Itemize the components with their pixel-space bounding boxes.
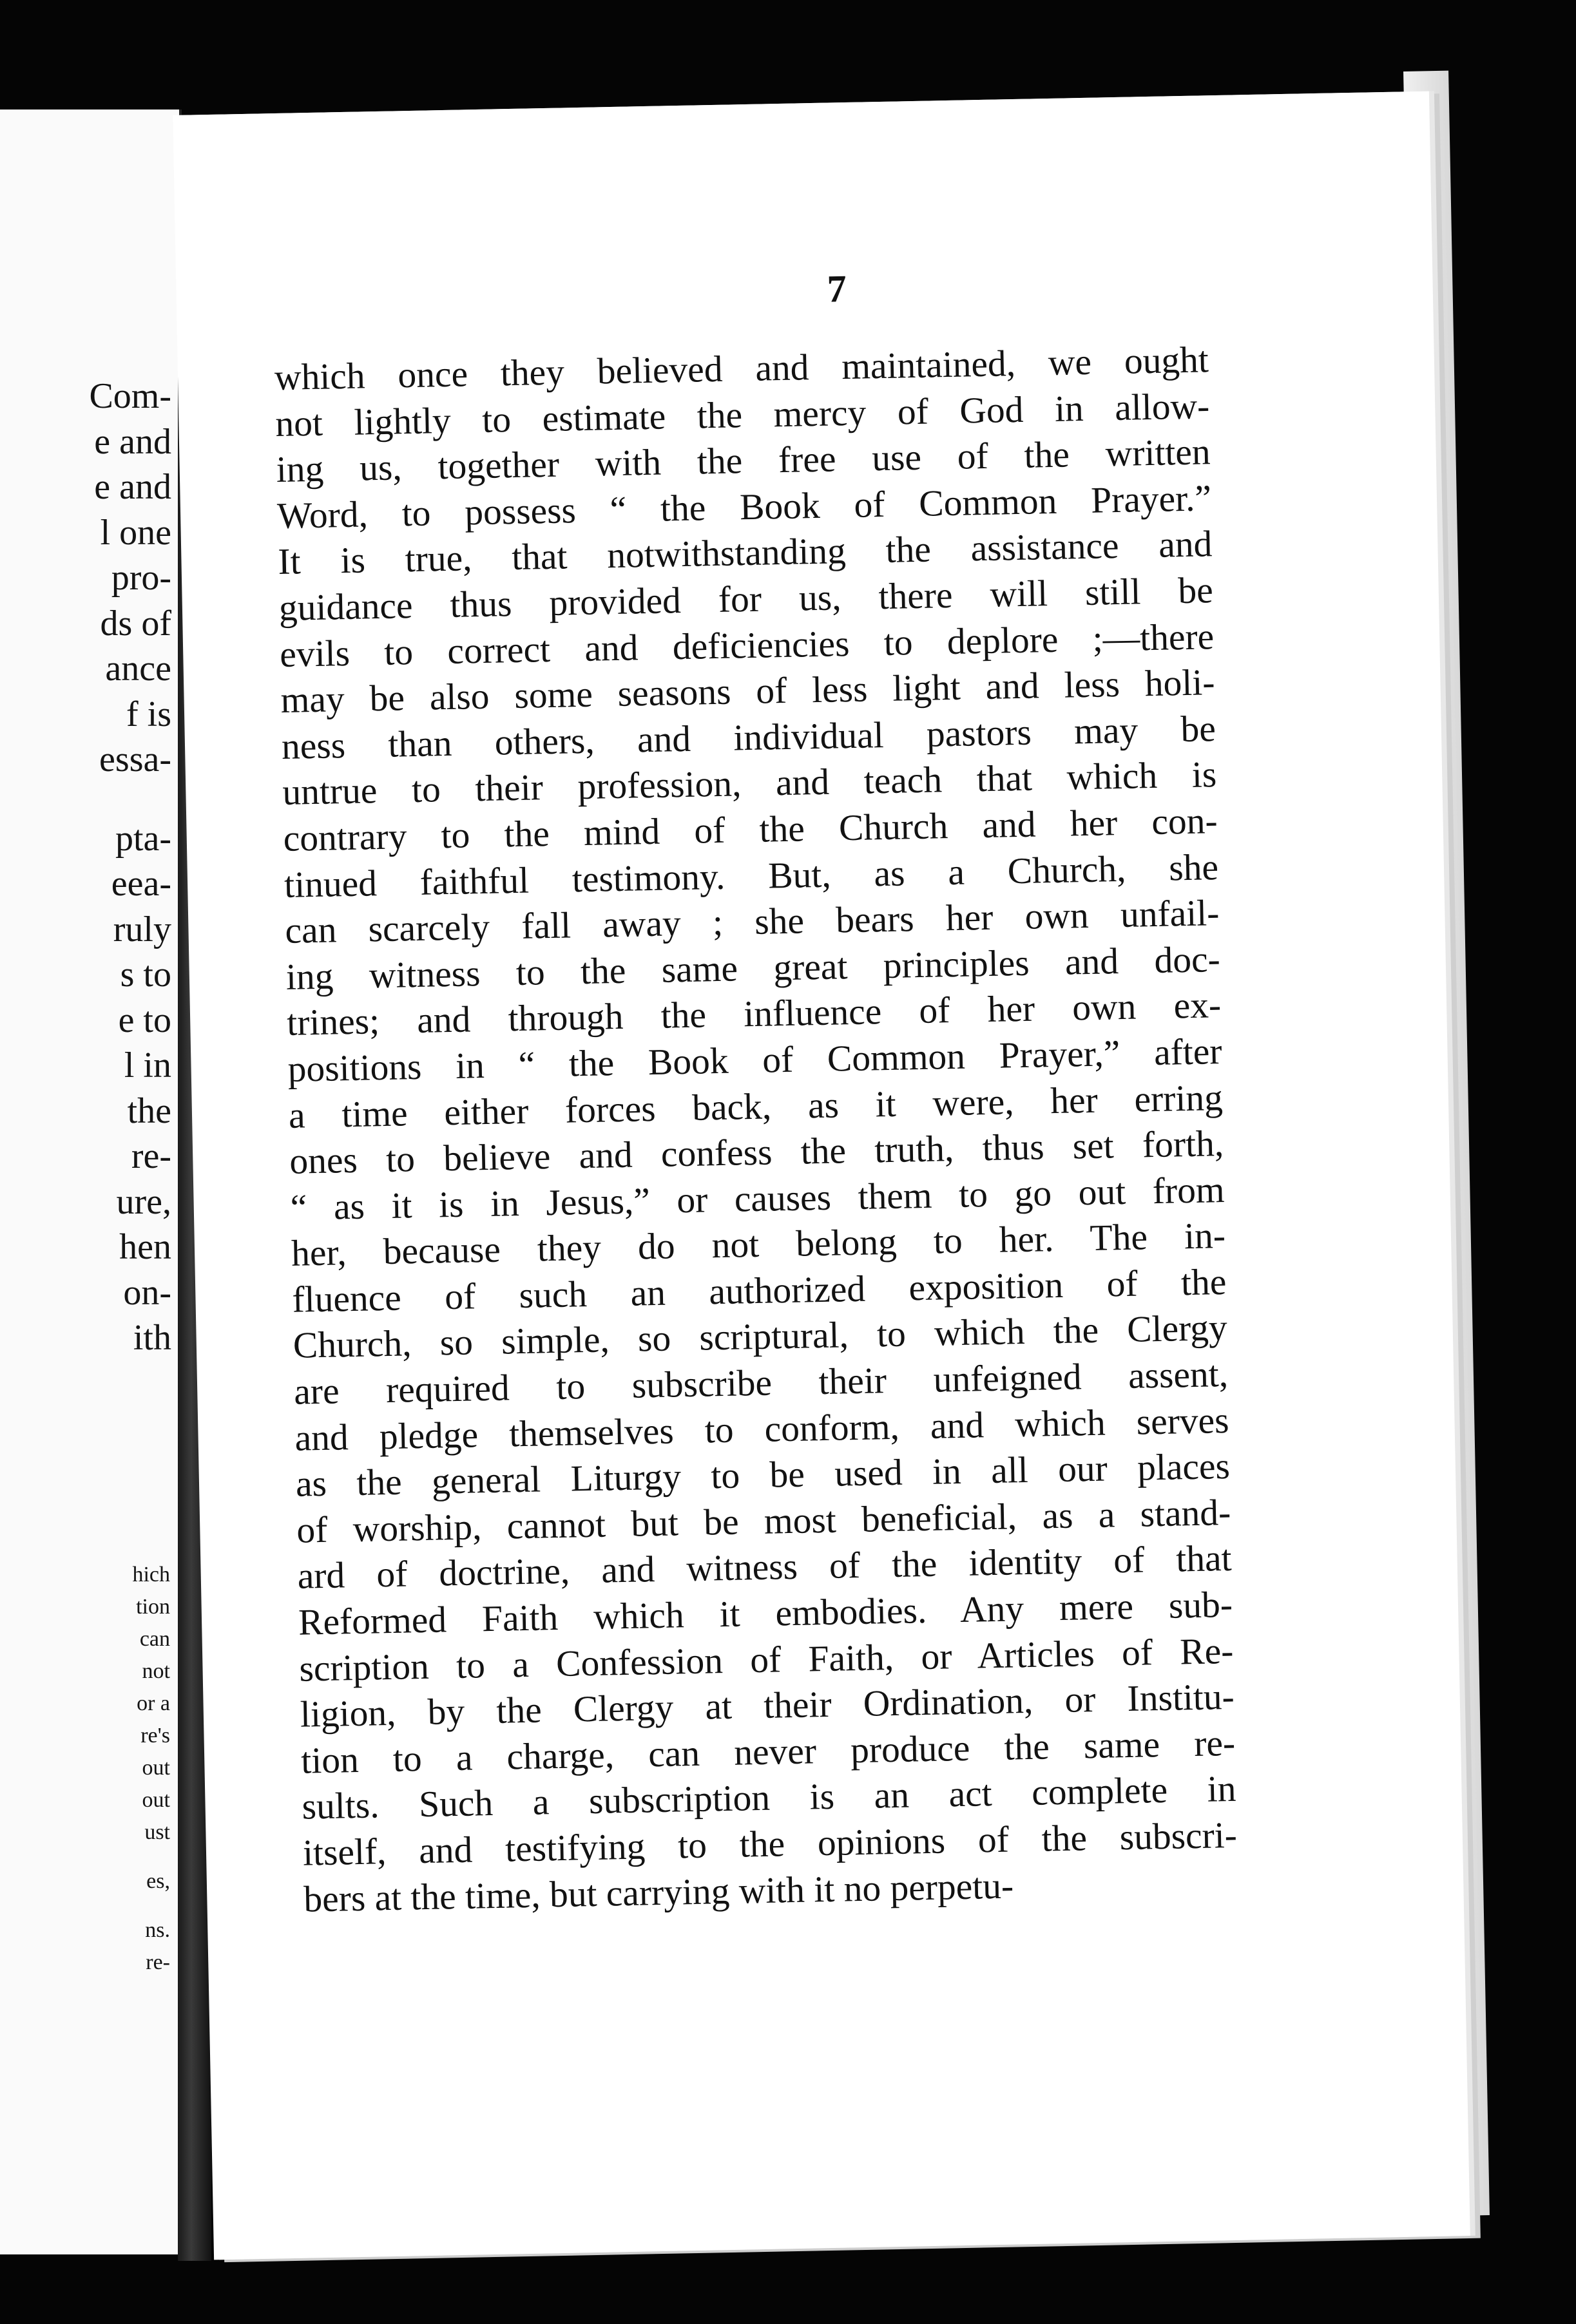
text-line: sults. Such a subscription is an act complete in <box>302 1769 1237 1828</box>
text-line: ligion, by the Clergy at their Ordination, or Institu- <box>300 1677 1235 1735</box>
previous-page-footnote-line <box>132 1849 170 1865</box>
previous-page-line: ds of <box>100 603 171 643</box>
previous-page-text <box>89 374 171 1361</box>
text-line: evils to correct and deficiencies to deplore ;—there <box>279 616 1215 675</box>
previous-page-footnote-line: tion <box>136 1595 170 1619</box>
text-line: a time either forces back, as it were, her erring <box>288 1077 1224 1136</box>
previous-page-footnote-line: or a <box>137 1691 170 1715</box>
text-line: are required to subscribe their unfeigned assent, <box>293 1354 1229 1413</box>
previous-page-footnote-line: out <box>142 1788 170 1812</box>
previous-page-fragment <box>0 110 182 2254</box>
previous-page-line: l in <box>124 1045 171 1085</box>
previous-page-line: re- <box>131 1136 171 1176</box>
previous-page-footnote-line: re- <box>146 1950 170 1974</box>
previous-page-footnote-line: ust <box>144 1820 170 1844</box>
text-line: guidance thus provided for us, there will still be <box>278 570 1214 629</box>
text-line: tion to a charge, can never produce the same re- <box>300 1722 1236 1782</box>
text-line: trines; and through the influence of her own ex- <box>286 985 1222 1044</box>
previous-page-line: ure, <box>116 1181 171 1222</box>
previous-page-footnote-line: out <box>142 1756 170 1780</box>
page-number: 7 <box>826 267 847 310</box>
previous-page-footnote-line: ns. <box>145 1918 170 1942</box>
previous-page-line: on- <box>123 1272 171 1313</box>
previous-page-line: f is <box>126 694 171 734</box>
previous-page-line: ance <box>105 649 171 689</box>
previous-page-line: the <box>127 1091 171 1131</box>
text-line: ing us, together with the free use of the written <box>276 432 1211 491</box>
previous-page-line: e and <box>94 467 171 507</box>
previous-page-footnote-line: re's <box>140 1724 170 1748</box>
text-line: scription to a Confession of Faith, or Articles of Re- <box>298 1630 1234 1690</box>
text-line: contrary to the mind of the Church and her con- <box>283 801 1218 859</box>
text-line: and pledge themselves to conform, and which serves <box>294 1400 1230 1459</box>
text-line: ones to believe and confess the truth, thus set forth, <box>289 1123 1224 1182</box>
previous-page-line: s to <box>120 955 171 995</box>
text-line: untrue to their profession, and teach that which is <box>282 754 1217 814</box>
previous-page-footnote-line: not <box>142 1659 170 1683</box>
text-line: “ as it is in Jesus,” or causes them to go out from <box>290 1169 1225 1228</box>
previous-page-line: e to <box>118 1000 171 1040</box>
previous-page-footnote-line: hich <box>132 1563 170 1586</box>
text-line: Word, to possess “ the Book of Common Prayer.” <box>276 477 1212 537</box>
text-line: fluence of such an authorized exposition of the <box>291 1261 1227 1320</box>
text-line: ard of doctrine, and witness of the identity of that <box>297 1538 1233 1597</box>
previous-page-line: eea- <box>111 864 171 904</box>
previous-page-footnote-line: es, <box>146 1869 170 1893</box>
text-line: can scarcely fall away ; she bears her own unfail- <box>284 893 1220 952</box>
previous-page-footnote-line <box>132 1898 170 1914</box>
previous-page-line: pro- <box>111 558 171 598</box>
previous-page-footnote-line: can <box>139 1627 170 1651</box>
book-page <box>173 91 1470 2260</box>
previous-page-line: Com- <box>89 376 171 416</box>
text-line: Reformed Faith which it embodies. Any mere sub- <box>298 1584 1233 1643</box>
previous-page-line: ruly <box>113 909 171 949</box>
text-line: bers at the time, but carrying with it no perpetu- <box>303 1865 1014 1920</box>
text-line: positions in “ the Book of Common Prayer,” after <box>287 1031 1223 1090</box>
previous-page-line: ith <box>133 1318 171 1358</box>
text-line: ness than others, and individual pastors may be <box>281 708 1216 767</box>
previous-page-line: essa- <box>99 739 171 779</box>
previous-page-line: e and <box>94 421 171 462</box>
text-line: of worship, cannot but be most beneficial, as a stand- <box>296 1492 1231 1551</box>
text-line: It is true, that notwithstanding the assistance and <box>277 524 1213 583</box>
previous-page-line: pta- <box>115 818 171 859</box>
text-line: may be also some seasons of less light and less holi- <box>280 662 1216 721</box>
text-line: which once they believed and maintained, we ought <box>274 339 1209 399</box>
text-line: not lightly to estimate the mercy of God in allow- <box>274 385 1210 444</box>
text-line: Church, so simple, so scriptural, to which the Clergy <box>293 1308 1228 1367</box>
text-line: itself, and testifying to the opinions of the subscri- <box>302 1814 1238 1874</box>
page-body-text <box>274 337 1238 1923</box>
previous-page-footnotes <box>132 1559 170 1979</box>
text-line: her, because they do not belong to her. The in- <box>291 1215 1226 1275</box>
previous-page-line: hen <box>119 1227 171 1267</box>
previous-page-line <box>89 783 171 816</box>
previous-page-line: l one <box>100 512 171 553</box>
text-line: tinued faithful testimony. But, as a Church, she <box>283 846 1219 906</box>
text-line: as the general Liturgy to be used in all our places <box>295 1446 1231 1505</box>
text-line: ing witness to the same great principles and doc- <box>285 938 1221 998</box>
